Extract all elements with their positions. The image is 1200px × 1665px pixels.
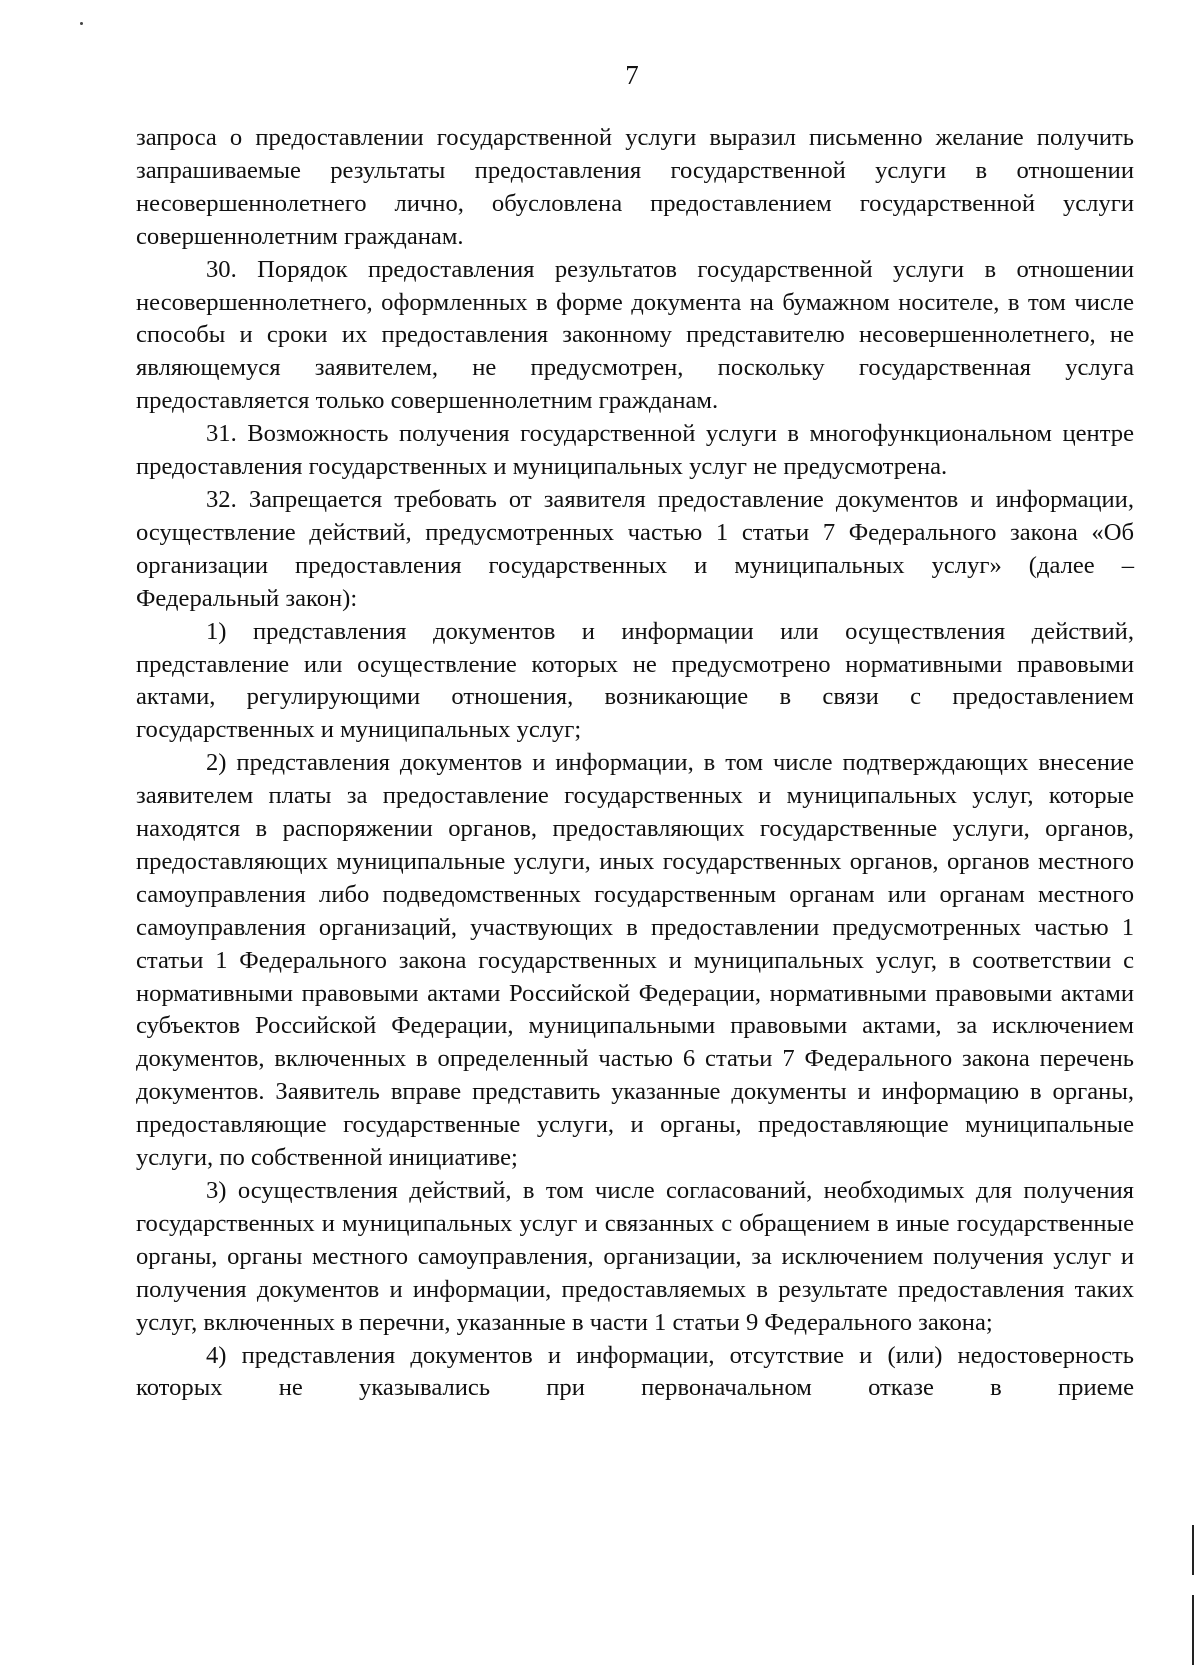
- list-item-4: 4) представления документов и информации, отсутствие и (или) недостоверность которых не указывались при первоначальном отказе в приеме: [136, 1341, 1134, 1402]
- document-body: [136, 122, 1134, 1405]
- page-number: 7: [625, 60, 639, 90]
- list-item-2: 2) представления документов и информации, в том числе подтверждающих внесение заявителем платы за предоставление государственных и муниципальных услуг, которые находятся в распоряжении органов, предоставляющих государственные услуги, органов, предоставляющих муниципальные услуги, иных государственных органов, органов местного самоуправления либо подведомственных государственным органам или органам местного самоуправления организаций, участвующих в предоставлении предусмотренных частью 1 статьи 1 Федерального закона государственных и муниципальных услуг, в соответствии с нормативными правовыми актами Российской Федерации, нормативными правовыми актами субъектов Российской Федерации, муниципальными правовыми актами, за исключением документов, включенных в определенный частью 6 статьи 7 Федерального закона перечень документов. Заявитель вправе представить указанные документы и информацию в органы, предоставляющие государственные услуги, и органы, предоставляющие муниципальные услуги, по собственной инициативе;: [136, 749, 1134, 1172]
- scan-speck: [80, 22, 83, 25]
- paragraph-32: 32. Запрещается требовать от заявителя предоставление документов и информации, осуществление действий, предусмотренных частью 1 статьи 7 Федерального закона «Об организации предоставления государственных и муниципальных услуг» (далее – Федеральный закон):: [136, 485, 1134, 612]
- paragraph-continuation: запроса о предоставлении государственной услуги выразил письменно желание получить запрашиваемые результаты предоставления государственной услуги в отношении несовершеннолетнего лично, обусловлена предоставлением государственной услуги совершеннолетним гражданам.: [136, 124, 1134, 250]
- scan-edge-mark: [1192, 1595, 1194, 1665]
- list-item-1: 1) представления документов и информации или осуществления действий, представление или осуществление которых не предусмотрено нормативными правовыми актами, регулирующими отношения, возникающие в связи с предоставлением государственных и муниципальных услуг;: [136, 617, 1134, 744]
- paragraph-31: 31. Возможность получения государственной услуги в многофункциональном центре предоставления государственных и муниципальных услуг не предусмотрена.: [136, 420, 1134, 481]
- scan-edge-mark: [1192, 1525, 1194, 1575]
- list-item-3: 3) осуществления действий, в том числе согласований, необходимых для получения государственных и муниципальных услуг и связанных с обращением в иные государственные органы, органы местного самоуправления, организации, за исключением получения услуг и получения документов и информации, предоставляемых в результате предоставления таких услуг, включенных в перечни, указанные в части 1 статьи 9 Федерального закона;: [136, 1177, 1134, 1336]
- paragraph-30: 30. Порядок предоставления результатов государственной услуги в отношении несовершеннолетнего, оформленных в форме документа на бумажном носителе, в том числе способы и сроки их предоставления законному представителю несовершеннолетнего, не являющемуся заявителем, не предусмотрен, поскольку государственная услуга предоставляется только совершеннолетним гражданам.: [136, 255, 1134, 415]
